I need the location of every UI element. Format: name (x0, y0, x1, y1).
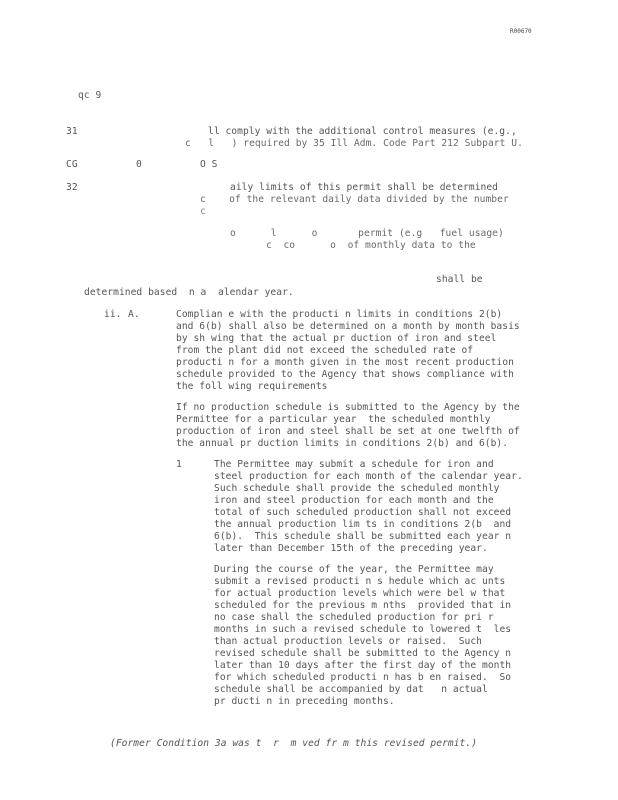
paragraph-line: from the plant did not exceed the scheduled rate of (176, 345, 474, 356)
condition-31-line-2: c l ) required by 35 Ill Adm. Code Part 212 Subpart U. (185, 138, 523, 149)
footer-note: (Former Condition 3a was t r m ved fr m this revised permit.) (110, 738, 478, 749)
paragraph-line: submit a revised producti n s hedule which ac unts (214, 576, 506, 587)
paragraph-line: total of such scheduled production shall not exceed (214, 507, 512, 518)
paragraph-line: production of iron and steel shall be set at one twelfth of (176, 426, 520, 437)
condition-32-line-4: o l o permit (e.g fuel usage) (230, 228, 504, 239)
condition-32-tail-2: determined based n a alendar year. (84, 287, 294, 298)
paragraph-line: steel production for each month of the calendar year. (214, 471, 523, 482)
item-1-number: 1 (176, 459, 182, 470)
paragraph-line: the annual pr duction limits in conditions 2(b) and 6(b). (176, 438, 509, 449)
paragraph-line: producti n for a month given in the most recent production (176, 357, 514, 368)
paragraph-line: for which scheduled producti n has b en raised. So (214, 672, 512, 683)
document-stamp: R00670 (510, 28, 532, 35)
condition-32-line-5: c co o of monthly data to the (266, 240, 476, 251)
paragraph-line: schedule shall be accompanied by dat n actual (214, 684, 488, 695)
paragraph-line: If no production schedule is submitted to the Agency by the (176, 402, 520, 413)
condition-31-number: 31 (66, 126, 78, 137)
paragraph-line: the annual production lim ts in conditions 2(b and (214, 519, 512, 530)
paragraph-line: schedule provided to the Agency that shows compliance with (176, 369, 514, 380)
cg-row-code: O S (200, 159, 218, 170)
page-reference: qc 9 (78, 90, 102, 101)
paragraph-line: and 6(b) shall also be determined on a month by month basis (176, 321, 520, 332)
condition-32-line-1: aily limits of this permit shall be determined (230, 182, 498, 193)
cg-row-label: CG (66, 159, 78, 170)
paragraph-line: later than 10 days after the first day of the month (214, 660, 512, 671)
condition-32-number: 32 (66, 182, 78, 193)
paragraph-line: 6(b). This schedule shall be submitted each year n (214, 531, 512, 542)
paragraph-line: no case shall the scheduled production for pri r (214, 612, 494, 623)
paragraph-line: revised schedule shall be submitted to the Agency n (214, 648, 512, 659)
paragraph-line: During the course of the year, the Permittee may (214, 564, 494, 575)
paragraph-line: Complian e with the producti n limits in conditions 2(b) (176, 309, 503, 320)
cg-row-value: 0 (136, 159, 142, 170)
paragraph-line: later than December 15th of the preceding year. (214, 543, 488, 554)
paragraph-line: Such schedule shall provide the scheduled monthly (214, 483, 500, 494)
condition-32-tail-1: shall be (436, 274, 483, 285)
condition-31-line-1: ll comply with the additional control measures (e.g., (208, 126, 517, 137)
paragraph-line: iron and steel production for each month and the (214, 495, 494, 506)
section-letter: A. (128, 309, 140, 320)
paragraph-line: scheduled for the previous m nths provided that in (214, 600, 512, 611)
condition-32-line-2: c of the relevant daily data divided by the number (200, 194, 509, 205)
paragraph-line: months in such a revised schedule to lowered t les (214, 624, 512, 635)
condition-32-line-3: c (200, 206, 206, 217)
paragraph-line: Permittee for a particular year the scheduled monthly (176, 414, 491, 425)
paragraph-line: for actual production levels which were bel w that (214, 588, 506, 599)
paragraph-line: The Permittee may submit a schedule for iron and (214, 459, 494, 470)
paragraph-line: pr ducti n in preceding months. (214, 696, 395, 707)
paragraph-line: the foll wing requirements (176, 381, 328, 392)
paragraph-line: than actual production levels or raised. Such (214, 636, 482, 647)
section-roman-numeral: ii. (104, 309, 122, 320)
paragraph-line: by sh wing that the actual pr duction of iron and steel (176, 333, 497, 344)
